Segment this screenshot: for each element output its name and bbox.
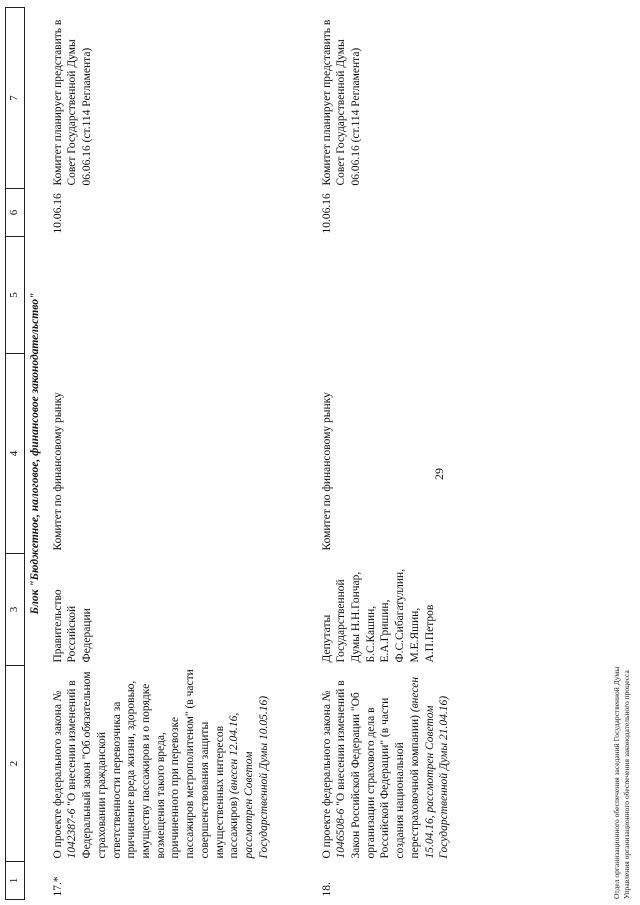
note-cell: Комитет планирует представить в Совет Государственной Думы 06.06.16 (ст.114 Регламента) xyxy=(320,19,362,186)
page-footer xyxy=(612,667,632,899)
row-number: 18. xyxy=(320,882,333,897)
bill-description: "О внесении изменений в Закон Российской Федерации "Об организации страхового дела в Российской Федерации" (в части создания национальной перестраховочной компании) xyxy=(335,680,421,859)
header-col-3: 3 xyxy=(6,554,25,666)
row-number: 17.* xyxy=(51,876,64,897)
committee-cell: Комитет по финансовому рынку xyxy=(320,392,333,551)
header-col-4: 4 xyxy=(6,354,25,554)
committee-cell: Комитет по финансовому рынку xyxy=(51,392,64,551)
col5-cell xyxy=(51,237,272,354)
header-col-7: 7 xyxy=(6,8,25,189)
header-col-5: 5 xyxy=(6,237,25,354)
table-header-row xyxy=(6,8,25,900)
bills-table xyxy=(5,7,452,900)
bill-number: № 1042387-6 xyxy=(51,690,79,859)
bill-submitted: (внесен 12.04.16, рассмотрен Советом Государственной Думы 10.05.16) xyxy=(228,695,270,859)
bill-number: № 1046508-6 xyxy=(320,690,348,859)
table-row xyxy=(51,8,272,900)
col5-cell xyxy=(320,237,452,354)
footer-line-1: Отдел организационного обеспечения заседаний Государственной Думы xyxy=(612,666,621,899)
block-title-row xyxy=(25,8,51,900)
header-col-6: 6 xyxy=(6,189,25,237)
note-cell: Комитет планирует представить в Совет Государственной Думы 06.06.16 (ст.114 Регламента) xyxy=(51,19,94,186)
bill-title-prefix: О проекте федерального закона xyxy=(51,701,64,859)
initiator-cell: Правительство Российской Федерации xyxy=(51,589,94,663)
bill-submitted: (внесен 15.04.16, рассмотрен Советом Государственной Думы 21.04.16) xyxy=(408,676,451,859)
bill-cell xyxy=(51,666,272,862)
row-spacer xyxy=(272,8,320,900)
header-col-1: 1 xyxy=(6,862,25,900)
initiator-cell: Депутаты Государственной Думы Н.Н.Гончар, Б.С.Кашин, Е.А.Гришин, Ф.С.Сибагатуллин, М.Е.Яшин, А.П.Петров xyxy=(320,568,436,663)
table-row xyxy=(320,8,452,900)
block-title: Блок "Бюджетное, налоговое, финансовое законодательство" xyxy=(29,292,41,615)
bill-cell xyxy=(320,666,452,862)
date-cell: 10.06.16 xyxy=(51,193,64,234)
bill-description: "О внесении изменений в Федеральный закон "Об обязательном страховании гражданской ответственности перевозчика за причинение вреда жизни, здоровью, имуществу пассажиров и о порядке возмещения такого вреда, причиненного при перевозке пассажиров метрополитеном" (в части совершенствования защиты имущественных интересов пассажиров) xyxy=(66,669,241,859)
page-number: 29 xyxy=(432,468,446,480)
header-col-2: 2 xyxy=(6,666,25,862)
date-cell: 10.06.16 xyxy=(320,193,333,234)
footer-line-2: Управления организационного обеспечения законодательного процесса xyxy=(621,670,631,899)
bill-title-prefix: О проекте федерального закона xyxy=(320,701,333,859)
